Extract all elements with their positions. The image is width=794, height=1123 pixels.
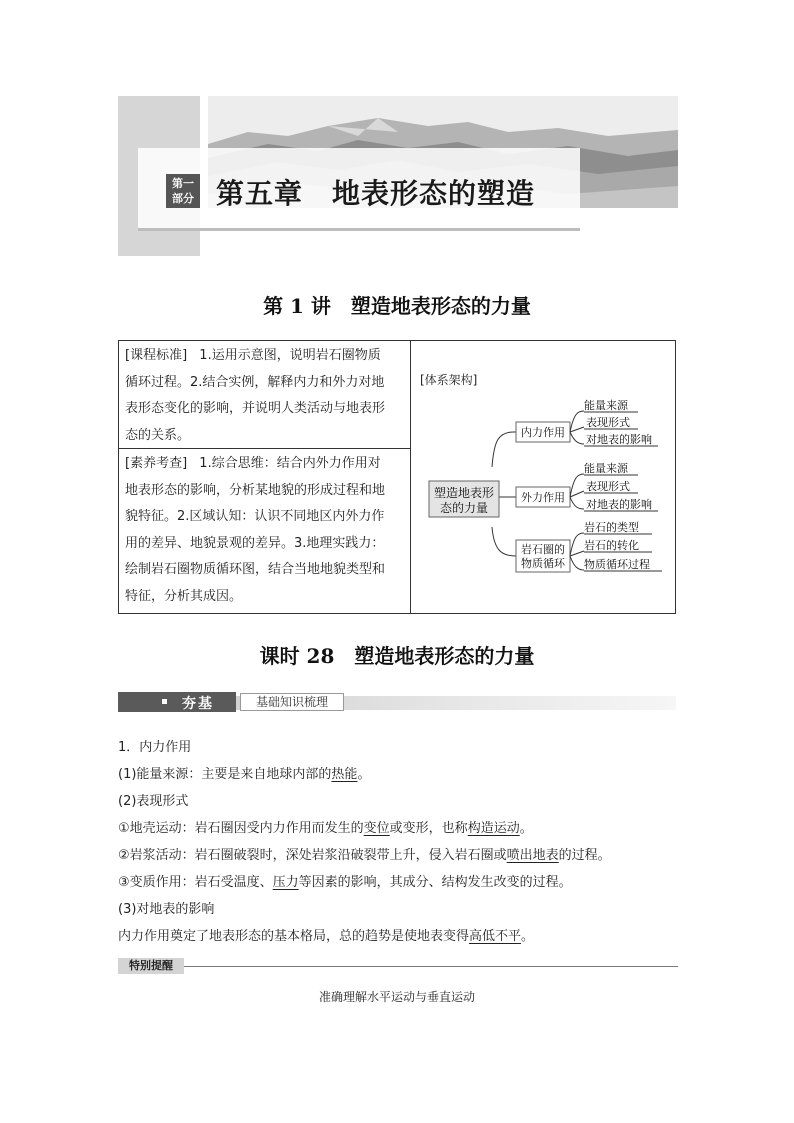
- literacy-text: 1.综合思维：结合内外力作用对: [199, 456, 381, 471]
- underlined-term: 构造运动: [467, 821, 520, 836]
- text-segment: 。: [521, 929, 535, 944]
- text-segment: 内力作用奠定了地表形态的基本格局，总的趋势是使地表变得: [118, 929, 470, 944]
- framework-center-line-2: 态的力量: [439, 501, 489, 515]
- section-header-dark-block: [118, 692, 236, 712]
- content-paragraph-metamorphism: [118, 869, 678, 896]
- literacy-line-5: 绘制岩石圈物质循环图，结合当地地貌类型和: [125, 562, 386, 577]
- text-segment: ①地壳运动：岩石圈因受内力作用而发生的: [118, 821, 364, 836]
- course-standard-line-2: 循环过程。2.结合实例，解释内力和外力对地: [125, 374, 385, 390]
- chapter-banner: [118, 96, 678, 256]
- chapter-title: 第五章 地表形态的塑造: [216, 177, 536, 210]
- content-paragraph-magma: [118, 842, 678, 869]
- special-note-rule: [184, 966, 678, 967]
- framework-leaf-2-1: 能量来源: [584, 463, 628, 475]
- special-note-tag: 特别提醒: [118, 958, 184, 974]
- banner-underline: [138, 228, 580, 231]
- framework-leaf-2-3: 对地表的影响: [586, 499, 652, 511]
- part-badge: [166, 174, 200, 208]
- part-badge-line-1: 第一: [172, 177, 194, 190]
- underlined-term: 高低不平: [469, 929, 522, 944]
- literacy-line-1: [125, 451, 404, 478]
- text-segment: 或变形，也称: [389, 821, 468, 836]
- square-bullet-icon: [162, 699, 167, 704]
- content-heading-1: 1．内力作用: [118, 740, 192, 755]
- framework-leaf-3-3: 物质循环过程: [584, 559, 650, 571]
- literacy-label: [素养考查]: [125, 456, 188, 471]
- section-sub-label: 基础知识梳理: [240, 693, 344, 711]
- course-standard-line-3: 表形态变化的影响，并说明人类活动与地表形: [125, 401, 386, 416]
- literacy-cell: [119, 449, 410, 613]
- framework-leaf-3-2: 岩石的转化: [584, 540, 639, 552]
- content-paragraph-influence: [118, 923, 678, 950]
- framework-leaf-1-1: 能量来源: [584, 400, 628, 412]
- text-segment: 等因素的影响，其成分、结构发生改变的过程。: [298, 875, 572, 890]
- content-paragraph-energy: [118, 761, 678, 788]
- part-badge-line-2: 部分: [172, 192, 194, 205]
- text-segment: 的过程。: [558, 848, 611, 863]
- content-heading-2: (2)表现形式: [118, 794, 189, 809]
- literacy-line-6: 特征，分析其成因。: [125, 588, 243, 604]
- underlined-term: 变位: [363, 821, 390, 836]
- text-segment: 。: [519, 821, 533, 836]
- framework-branch-1-label: 内力作用: [521, 427, 565, 439]
- underlined-term: 热能: [331, 767, 358, 782]
- course-standard-text: 1.运用示意图，说明岩石圈物质: [199, 348, 381, 363]
- literacy-line-4: 用的差异、地貌景观的差异。3.地理实践力：: [125, 535, 385, 551]
- content-body: [118, 734, 678, 950]
- framework-leaf-1-2: 表现形式: [586, 417, 630, 429]
- literacy-line-3: 貌特征。2.区域认知：认识不同地区内外力作: [125, 509, 385, 524]
- underlined-term: 压力: [272, 875, 299, 890]
- framework-center-line-1: 塑造地表形: [433, 486, 495, 500]
- text-segment: (1)能量来源：主要是来自地球内部的: [118, 767, 332, 782]
- underlined-term: 喷出地表: [506, 848, 559, 863]
- section-main-label: 夯基: [182, 696, 214, 712]
- framework-branch-2-label: 外力作用: [521, 492, 565, 504]
- literacy-line-2: 地表形态的影响，分析某地貌的形成过程和地: [125, 482, 386, 498]
- lecture-title: 第 1 讲 塑造地表形态的力量: [263, 294, 531, 318]
- standards-table: [118, 340, 676, 614]
- framework-leaf-1-3: 对地表的影响: [586, 434, 652, 446]
- special-note-subtitle: 准确理解水平运动与垂直运动: [318, 990, 475, 1004]
- framework-label: [体系架构]: [420, 373, 478, 387]
- framework-leaf-3-1: 岩石的类型: [584, 522, 639, 534]
- course-standard-label: [课程标准]: [125, 348, 188, 363]
- course-standard-line-1: [125, 343, 404, 370]
- section-header: [118, 692, 676, 714]
- text-segment: ③变质作用：岩石受温度、: [118, 875, 273, 890]
- special-note-header: [118, 958, 678, 974]
- lesson-title: 课时 28 塑造地表形态的力量: [259, 644, 535, 668]
- framework-branch-3-label-2: 物质循环: [521, 558, 565, 570]
- text-segment: ②岩浆活动：岩石圈破裂时，深处岩浆沿破裂带上升，侵入岩石圈或: [118, 848, 507, 863]
- framework-leaf-2-2: 表现形式: [586, 481, 630, 493]
- content-paragraph-crustal-movement: [118, 815, 678, 842]
- standards-left-column: [119, 341, 411, 613]
- text-segment: 。: [357, 767, 371, 782]
- course-standard-cell: [119, 341, 410, 449]
- framework-mindmap: [412, 341, 675, 613]
- content-heading-3: (3)对地表的影响: [118, 902, 215, 917]
- course-standard-line-4: 态的关系。: [125, 427, 191, 443]
- framework-cell: [412, 341, 675, 613]
- framework-branch-3-label-1: 岩石圈的: [521, 544, 565, 556]
